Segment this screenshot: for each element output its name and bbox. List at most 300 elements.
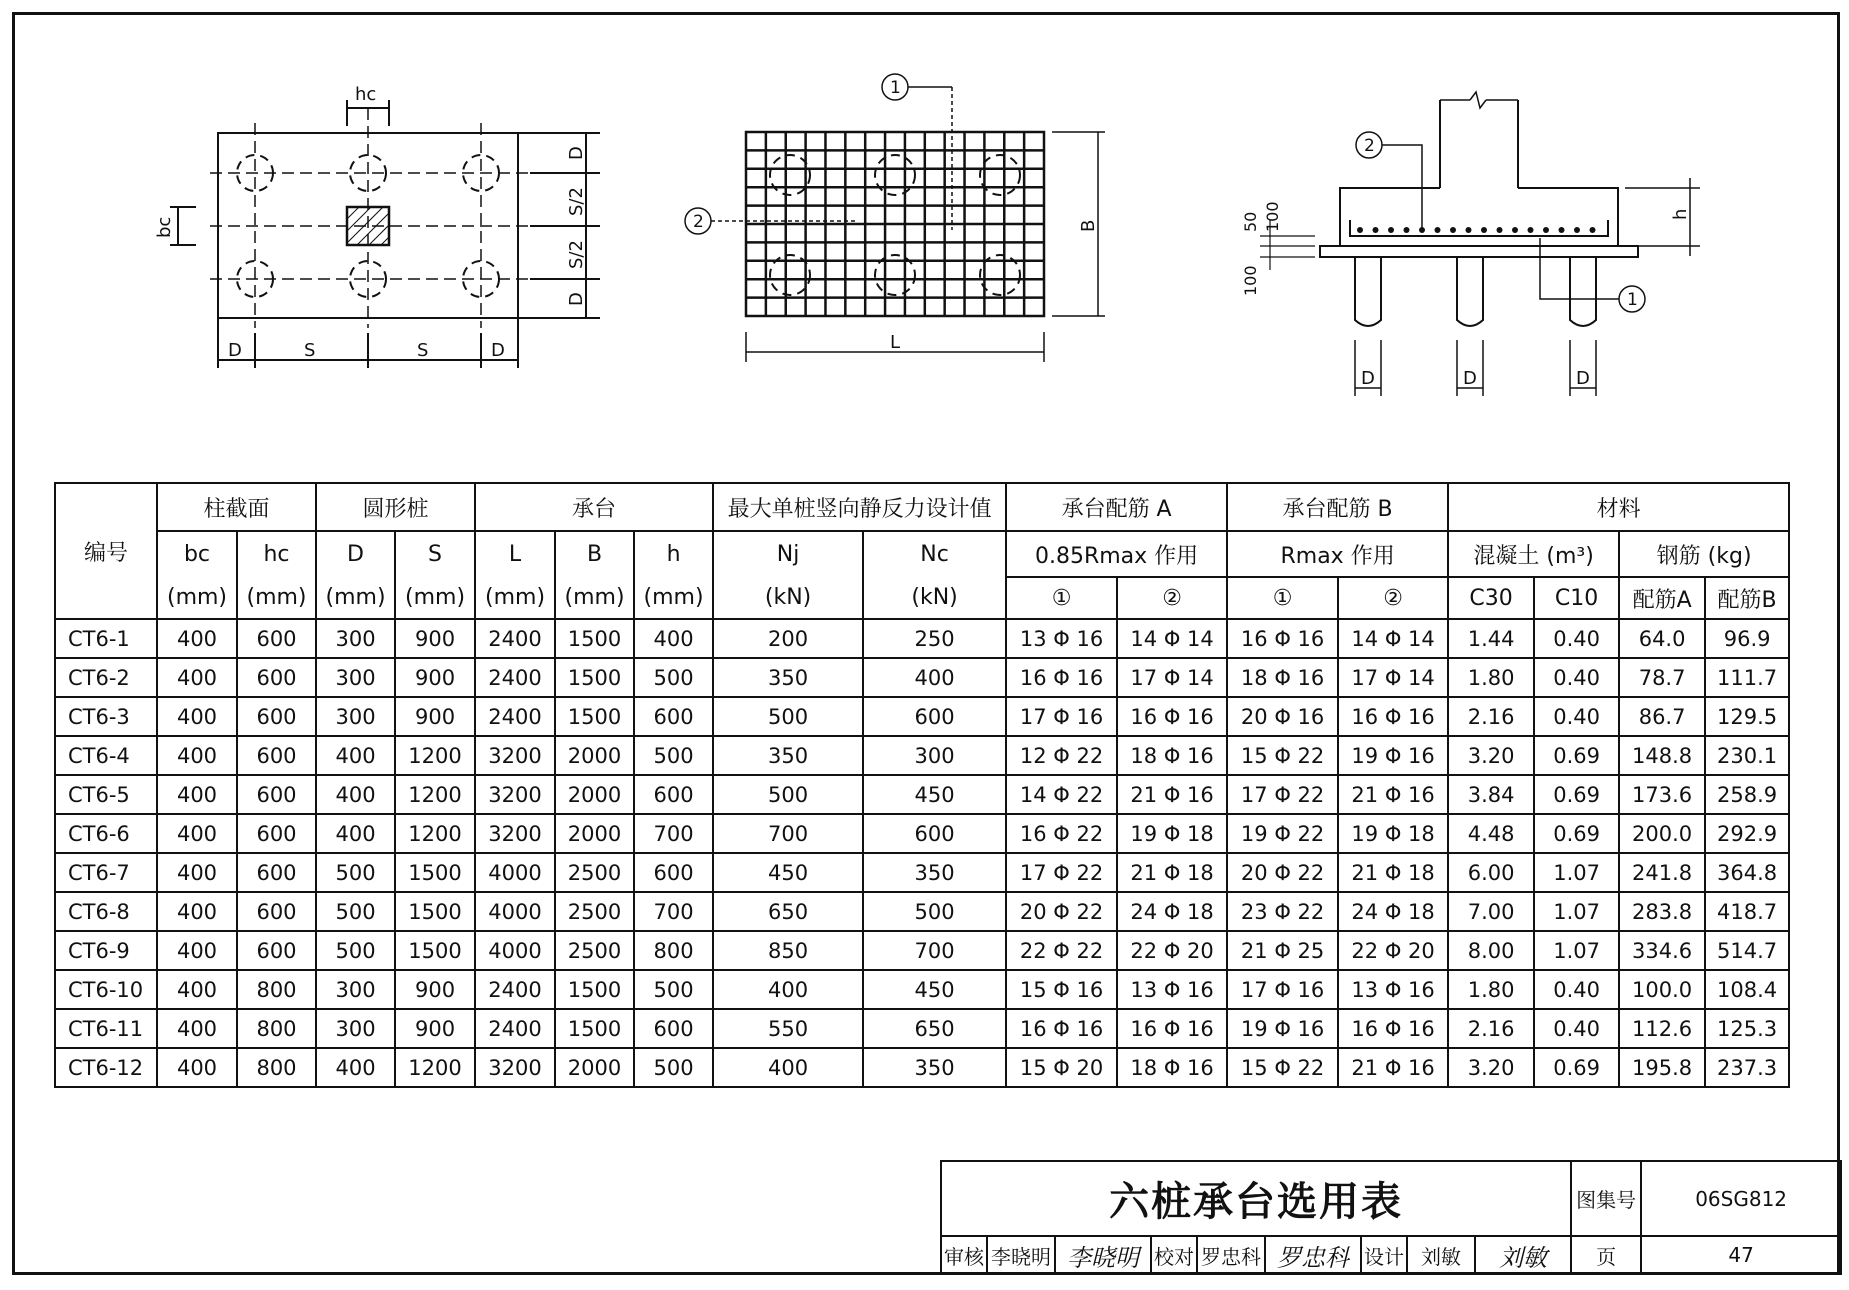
reviewer-signature: 李晓明 <box>1055 1236 1151 1274</box>
cell-c30: 1.80 <box>1448 970 1534 1009</box>
header-rebar-b-note: Rmax 作用 <box>1227 531 1448 577</box>
header-D: D <box>316 531 395 577</box>
cell-sa: 86.7 <box>1619 697 1705 736</box>
cell-Nj: 700 <box>713 814 863 853</box>
cell-hc: 600 <box>237 853 316 892</box>
table-row <box>55 1009 1789 1048</box>
cell-c30: 7.00 <box>1448 892 1534 931</box>
cell-id: CT6-10 <box>55 970 157 1009</box>
cell-hc: 600 <box>237 658 316 697</box>
cell-bc: 400 <box>157 619 237 658</box>
cell-sa: 112.6 <box>1619 1009 1705 1048</box>
cell-h: 800 <box>634 931 713 970</box>
table-row <box>55 892 1789 931</box>
table-row <box>55 736 1789 775</box>
cell-c30: 3.84 <box>1448 775 1534 814</box>
cell-Nc: 450 <box>863 970 1006 1009</box>
cell-S: 900 <box>395 970 475 1009</box>
cell-b1: 18 Φ 16 <box>1227 658 1338 697</box>
cell-b2: 19 Φ 18 <box>1338 814 1448 853</box>
cell-bc: 400 <box>157 853 237 892</box>
unit-mm: (mm) <box>237 577 316 619</box>
section-D-label-3: D <box>1576 368 1590 389</box>
cell-bc: 400 <box>157 814 237 853</box>
cell-sa: 64.0 <box>1619 619 1705 658</box>
cell-L: 4000 <box>475 931 555 970</box>
cell-bc: 400 <box>157 736 237 775</box>
section-h-label: h <box>1670 208 1691 220</box>
checker-name: 罗忠科 <box>1197 1236 1265 1274</box>
header-b-rebar-1: ① <box>1227 577 1338 619</box>
cell-bc: 400 <box>157 775 237 814</box>
plan-Shalf-label-1: S/2 <box>566 187 587 216</box>
cell-a1: 16 Φ 16 <box>1006 658 1117 697</box>
unit-kN: (kN) <box>863 577 1006 619</box>
cell-c10: 1.07 <box>1534 853 1619 892</box>
cell-L: 3200 <box>475 1048 555 1087</box>
cell-a2: 16 Φ 16 <box>1117 697 1227 736</box>
cell-Nc: 350 <box>863 853 1006 892</box>
cell-sa: 100.0 <box>1619 970 1705 1009</box>
section-rebar-dot <box>1404 227 1410 233</box>
section-rebar-dot <box>1466 227 1472 233</box>
cell-S: 1500 <box>395 853 475 892</box>
header-L: L <box>475 531 555 577</box>
cell-id: CT6-7 <box>55 853 157 892</box>
cell-c30: 8.00 <box>1448 931 1534 970</box>
section-rebar-dot <box>1559 227 1565 233</box>
cell-B: 1500 <box>555 697 634 736</box>
cell-a2: 13 Φ 16 <box>1117 970 1227 1009</box>
cell-Nc: 650 <box>863 1009 1006 1048</box>
cell-hc: 800 <box>237 970 316 1009</box>
cell-D: 500 <box>316 853 395 892</box>
cell-hc: 800 <box>237 1048 316 1087</box>
cell-S: 1200 <box>395 1048 475 1087</box>
cell-Nc: 600 <box>863 697 1006 736</box>
cell-a1: 15 Φ 16 <box>1006 970 1117 1009</box>
cell-sb: 125.3 <box>1705 1009 1789 1048</box>
cell-b2: 22 Φ 20 <box>1338 931 1448 970</box>
cell-a1: 20 Φ 22 <box>1006 892 1117 931</box>
cell-sa: 78.7 <box>1619 658 1705 697</box>
header-row-1 <box>55 483 1789 531</box>
unit-mm: (mm) <box>634 577 713 619</box>
cell-Nj: 500 <box>713 775 863 814</box>
cell-c30: 3.20 <box>1448 736 1534 775</box>
cell-sa: 173.6 <box>1619 775 1705 814</box>
cell-c30: 6.00 <box>1448 853 1534 892</box>
cell-c10: 0.40 <box>1534 1009 1619 1048</box>
checker-signature: 罗忠科 <box>1265 1236 1361 1274</box>
cell-a2: 22 Φ 20 <box>1117 931 1227 970</box>
header-hc: hc <box>237 531 316 577</box>
cell-h: 600 <box>634 775 713 814</box>
cell-id: CT6-1 <box>55 619 157 658</box>
cell-B: 2000 <box>555 736 634 775</box>
cell-sb: 364.8 <box>1705 853 1789 892</box>
unit-mm: (mm) <box>316 577 395 619</box>
section-rebar-dot <box>1512 227 1518 233</box>
cell-hc: 600 <box>237 892 316 931</box>
section-mark-1: 1 <box>1627 290 1638 310</box>
header-a-rebar-1: ① <box>1006 577 1117 619</box>
cell-sb: 258.9 <box>1705 775 1789 814</box>
section-drawing <box>1200 70 1720 400</box>
rebar-grid-drawing <box>680 70 1120 380</box>
cell-c10: 0.69 <box>1534 736 1619 775</box>
cell-c10: 0.69 <box>1534 1048 1619 1087</box>
cell-id: CT6-2 <box>55 658 157 697</box>
cell-L: 2400 <box>475 1009 555 1048</box>
cell-h: 700 <box>634 892 713 931</box>
cell-Nj: 450 <box>713 853 863 892</box>
cell-L: 2400 <box>475 970 555 1009</box>
cell-a1: 14 Φ 22 <box>1006 775 1117 814</box>
cell-Nc: 350 <box>863 1048 1006 1087</box>
cell-D: 500 <box>316 931 395 970</box>
table-row <box>55 619 1789 658</box>
table-row <box>55 775 1789 814</box>
section-rebar-dot <box>1357 227 1363 233</box>
cell-bc: 400 <box>157 1048 237 1087</box>
cell-D: 300 <box>316 658 395 697</box>
cell-B: 1500 <box>555 619 634 658</box>
rebar-mark-2: 2 <box>693 212 704 232</box>
cell-a2: 19 Φ 18 <box>1117 814 1227 853</box>
cell-B: 1500 <box>555 1009 634 1048</box>
section-dim-50: 50 <box>1241 211 1260 232</box>
cell-b2: 24 Φ 18 <box>1338 892 1448 931</box>
unit-mm: (mm) <box>157 577 237 619</box>
cell-c10: 0.40 <box>1534 658 1619 697</box>
cell-sa: 241.8 <box>1619 853 1705 892</box>
plan-Shalf-label-2: S/2 <box>566 240 587 269</box>
cell-Nj: 350 <box>713 736 863 775</box>
cell-b1: 23 Φ 22 <box>1227 892 1338 931</box>
header-rebar-a: 承台配筋 A <box>1006 483 1227 531</box>
cell-h: 700 <box>634 814 713 853</box>
cell-S: 1200 <box>395 814 475 853</box>
cell-b1: 20 Φ 16 <box>1227 697 1338 736</box>
cell-h: 500 <box>634 970 713 1009</box>
cell-sa: 334.6 <box>1619 931 1705 970</box>
cell-hc: 600 <box>237 736 316 775</box>
header-round-pile: 圆形桩 <box>316 483 475 531</box>
header-b-rebar-2: ② <box>1338 577 1448 619</box>
cell-sb: 108.4 <box>1705 970 1789 1009</box>
cell-sb: 96.9 <box>1705 619 1789 658</box>
cell-Nc: 400 <box>863 658 1006 697</box>
cell-b2: 14 Φ 14 <box>1338 619 1448 658</box>
cell-c10: 1.07 <box>1534 892 1619 931</box>
table-row <box>55 853 1789 892</box>
cell-c30: 3.20 <box>1448 1048 1534 1087</box>
cell-id: CT6-11 <box>55 1009 157 1048</box>
cell-a2: 21 Φ 18 <box>1117 853 1227 892</box>
header-material: 材料 <box>1448 483 1789 531</box>
cell-c10: 1.07 <box>1534 931 1619 970</box>
cell-h: 600 <box>634 697 713 736</box>
cell-S: 1200 <box>395 736 475 775</box>
section-rebar-dot <box>1574 227 1580 233</box>
cell-id: CT6-12 <box>55 1048 157 1087</box>
rebar-L-label: L <box>890 332 901 353</box>
page-number: 47 <box>1641 1236 1841 1274</box>
cell-L: 2400 <box>475 658 555 697</box>
cell-S: 1500 <box>395 892 475 931</box>
cell-a1: 12 Φ 22 <box>1006 736 1117 775</box>
plan-view-drawing <box>140 78 610 368</box>
cell-b2: 21 Φ 16 <box>1338 775 1448 814</box>
section-D-label-2: D <box>1463 368 1477 389</box>
cell-sb: 230.1 <box>1705 736 1789 775</box>
header-c10: C10 <box>1534 577 1619 619</box>
cell-c30: 2.16 <box>1448 1009 1534 1048</box>
cell-b1: 17 Φ 16 <box>1227 970 1338 1009</box>
header-Nc: Nc <box>863 531 1006 577</box>
header-steel-b: 配筋B <box>1705 577 1789 619</box>
title-block <box>940 1160 1842 1275</box>
cell-S: 900 <box>395 697 475 736</box>
cell-hc: 600 <box>237 697 316 736</box>
cell-id: CT6-9 <box>55 931 157 970</box>
header-id: 编号 <box>55 483 157 619</box>
cell-Nc: 600 <box>863 814 1006 853</box>
header-column-section: 柱截面 <box>157 483 316 531</box>
cell-S: 1200 <box>395 775 475 814</box>
cell-b1: 15 Φ 22 <box>1227 736 1338 775</box>
cell-bc: 400 <box>157 931 237 970</box>
cell-hc: 600 <box>237 931 316 970</box>
section-rebar-dot <box>1497 227 1503 233</box>
cell-sb: 237.3 <box>1705 1048 1789 1087</box>
header-cap: 承台 <box>475 483 713 531</box>
cell-b2: 19 Φ 16 <box>1338 736 1448 775</box>
cell-sb: 292.9 <box>1705 814 1789 853</box>
unit-mm: (mm) <box>395 577 475 619</box>
cell-Nj: 500 <box>713 697 863 736</box>
section-rebar-dot <box>1528 227 1534 233</box>
cell-b2: 17 Φ 14 <box>1338 658 1448 697</box>
table-row <box>55 814 1789 853</box>
header-Nj: Nj <box>713 531 863 577</box>
cell-B: 2500 <box>555 931 634 970</box>
section-rebar-dot <box>1590 227 1596 233</box>
cell-bc: 400 <box>157 1009 237 1048</box>
cell-a2: 14 Φ 14 <box>1117 619 1227 658</box>
cell-B: 1500 <box>555 658 634 697</box>
cell-sb: 418.7 <box>1705 892 1789 931</box>
cell-hc: 600 <box>237 775 316 814</box>
cell-Nc: 250 <box>863 619 1006 658</box>
cell-a1: 16 Φ 22 <box>1006 814 1117 853</box>
cell-L: 2400 <box>475 619 555 658</box>
section-rebar-dot <box>1388 227 1394 233</box>
plan-bc-label: bc <box>154 216 175 238</box>
cell-S: 1500 <box>395 931 475 970</box>
reviewer-name: 李晓明 <box>987 1236 1055 1274</box>
cell-b1: 16 Φ 16 <box>1227 619 1338 658</box>
cell-L: 4000 <box>475 892 555 931</box>
cell-bc: 400 <box>157 658 237 697</box>
cell-id: CT6-6 <box>55 814 157 853</box>
cell-B: 2000 <box>555 1048 634 1087</box>
cell-D: 400 <box>316 814 395 853</box>
plan-D-label-3: D <box>566 146 587 160</box>
cell-c30: 2.16 <box>1448 697 1534 736</box>
cell-B: 2500 <box>555 853 634 892</box>
cell-L: 3200 <box>475 736 555 775</box>
header-S: S <box>395 531 475 577</box>
cell-D: 300 <box>316 697 395 736</box>
cell-bc: 400 <box>157 892 237 931</box>
cell-b1: 19 Φ 16 <box>1227 1009 1338 1048</box>
cell-a2: 18 Φ 16 <box>1117 1048 1227 1087</box>
cell-L: 3200 <box>475 775 555 814</box>
header-steel: 钢筋 (kg) <box>1619 531 1789 577</box>
spec-table-body <box>55 619 1789 1087</box>
cell-b2: 21 Φ 16 <box>1338 1048 1448 1087</box>
cell-B: 2500 <box>555 892 634 931</box>
cell-S: 900 <box>395 619 475 658</box>
rebar-B-label: B <box>1078 219 1099 232</box>
cell-hc: 800 <box>237 1009 316 1048</box>
cell-Nc: 700 <box>863 931 1006 970</box>
cell-a2: 24 Φ 18 <box>1117 892 1227 931</box>
cell-a1: 15 Φ 20 <box>1006 1048 1117 1087</box>
designer-name: 刘敏 <box>1407 1236 1475 1274</box>
cell-c10: 0.40 <box>1534 619 1619 658</box>
cell-Nj: 650 <box>713 892 863 931</box>
table-row <box>55 931 1789 970</box>
cell-b1: 17 Φ 22 <box>1227 775 1338 814</box>
header-concrete: 混凝土 (m³) <box>1448 531 1619 577</box>
header-a-rebar-2: ② <box>1117 577 1227 619</box>
section-rebar-dot <box>1435 227 1441 233</box>
rebar-mark-1: 1 <box>890 78 901 98</box>
atlas-number: 06SG812 <box>1641 1161 1841 1236</box>
cell-Nj: 350 <box>713 658 863 697</box>
cell-id: CT6-3 <box>55 697 157 736</box>
cell-Nj: 400 <box>713 970 863 1009</box>
check-label: 校对 <box>1151 1236 1197 1274</box>
cell-id: CT6-8 <box>55 892 157 931</box>
cell-B: 2000 <box>555 775 634 814</box>
cell-sa: 283.8 <box>1619 892 1705 931</box>
cell-Nj: 200 <box>713 619 863 658</box>
cell-hc: 600 <box>237 814 316 853</box>
cell-Nc: 500 <box>863 892 1006 931</box>
cell-a2: 21 Φ 16 <box>1117 775 1227 814</box>
cell-h: 500 <box>634 1048 713 1087</box>
cell-B: 2000 <box>555 814 634 853</box>
cell-Nc: 450 <box>863 775 1006 814</box>
cell-b1: 20 Φ 22 <box>1227 853 1338 892</box>
header-h: h <box>634 531 713 577</box>
header-row-2 <box>55 531 1789 577</box>
page-label: 页 <box>1571 1236 1641 1274</box>
cell-bc: 400 <box>157 697 237 736</box>
table-row <box>55 697 1789 736</box>
cell-h: 500 <box>634 658 713 697</box>
cell-D: 400 <box>316 775 395 814</box>
cell-sb: 514.7 <box>1705 931 1789 970</box>
cell-c10: 0.40 <box>1534 697 1619 736</box>
plan-S-label-1: S <box>304 340 316 361</box>
cell-B: 1500 <box>555 970 634 1009</box>
cell-D: 300 <box>316 1009 395 1048</box>
section-mark-2: 2 <box>1364 136 1375 156</box>
cell-a1: 22 Φ 22 <box>1006 931 1117 970</box>
cell-id: CT6-4 <box>55 736 157 775</box>
cell-b1: 21 Φ 25 <box>1227 931 1338 970</box>
cell-h: 600 <box>634 853 713 892</box>
section-rebar-dot <box>1481 227 1487 233</box>
plan-D-label-2: D <box>491 340 505 361</box>
plan-D-label-4: D <box>566 292 587 306</box>
design-label: 设计 <box>1361 1236 1407 1274</box>
table-row <box>55 1048 1789 1087</box>
cell-a1: 17 Φ 16 <box>1006 697 1117 736</box>
cell-a2: 17 Φ 14 <box>1117 658 1227 697</box>
cell-h: 400 <box>634 619 713 658</box>
cell-Nj: 850 <box>713 931 863 970</box>
cell-D: 400 <box>316 736 395 775</box>
header-bc: bc <box>157 531 237 577</box>
section-rebar-dot <box>1543 227 1549 233</box>
cell-h: 600 <box>634 1009 713 1048</box>
plan-S-label-2: S <box>417 340 429 361</box>
cell-b2: 16 Φ 16 <box>1338 1009 1448 1048</box>
cell-Nj: 400 <box>713 1048 863 1087</box>
cell-L: 4000 <box>475 853 555 892</box>
cell-c30: 1.80 <box>1448 658 1534 697</box>
cell-L: 3200 <box>475 814 555 853</box>
cell-sa: 200.0 <box>1619 814 1705 853</box>
section-D-label-1: D <box>1361 368 1375 389</box>
cell-c10: 0.69 <box>1534 775 1619 814</box>
cell-id: CT6-5 <box>55 775 157 814</box>
cell-Nj: 550 <box>713 1009 863 1048</box>
cell-a1: 13 Φ 16 <box>1006 619 1117 658</box>
header-rebar-a-note: 0.85Rmax 作用 <box>1006 531 1227 577</box>
pile-cap-spec-table <box>54 482 1790 1088</box>
cell-b2: 13 Φ 16 <box>1338 970 1448 1009</box>
cell-sb: 129.5 <box>1705 697 1789 736</box>
cell-c30: 1.44 <box>1448 619 1534 658</box>
cell-sa: 195.8 <box>1619 1048 1705 1087</box>
plan-hc-label: hc <box>355 84 377 105</box>
cell-a2: 16 Φ 16 <box>1117 1009 1227 1048</box>
cell-D: 300 <box>316 970 395 1009</box>
header-row-3 <box>55 577 1789 619</box>
cell-sb: 111.7 <box>1705 658 1789 697</box>
review-label: 审核 <box>941 1236 987 1274</box>
cell-b2: 21 Φ 18 <box>1338 853 1448 892</box>
unit-mm: (mm) <box>475 577 555 619</box>
section-rebar-dot <box>1373 227 1379 233</box>
table-row <box>55 658 1789 697</box>
atlas-label: 图集号 <box>1571 1161 1641 1236</box>
cell-Nc: 300 <box>863 736 1006 775</box>
header-steel-a: 配筋A <box>1619 577 1705 619</box>
cell-c10: 0.40 <box>1534 970 1619 1009</box>
designer-signature: 刘敏 <box>1475 1236 1571 1274</box>
section-dim-100b: 100 <box>1241 265 1260 296</box>
cell-hc: 600 <box>237 619 316 658</box>
cell-a1: 17 Φ 22 <box>1006 853 1117 892</box>
